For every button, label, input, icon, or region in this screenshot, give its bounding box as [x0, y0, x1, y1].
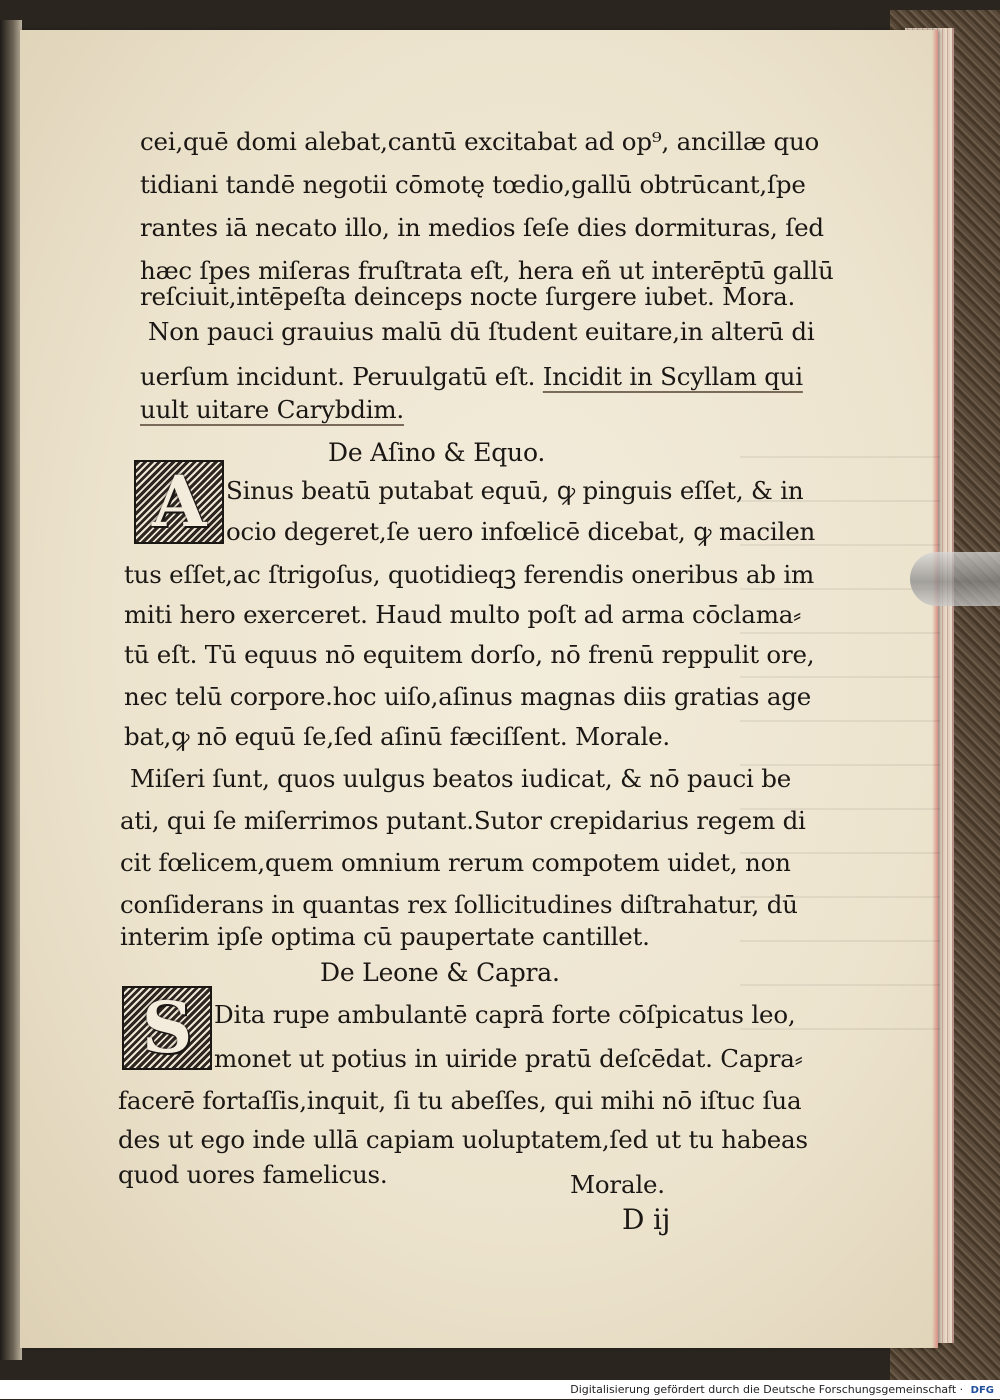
dfg-logo: DFG [970, 1385, 994, 1396]
text-line: cei,quē domi alebat,cantū excitabat ad op⁹, ancillæ quo [140, 127, 820, 156]
initial-letter: S [141, 986, 193, 1069]
text-line: Sinus beatū putabat equū, ꝙ pinguis eſſet, & in [226, 476, 804, 505]
signature-mark: D ij [622, 1203, 671, 1236]
text-line: Morale. [570, 1170, 665, 1199]
text-line: Non pauci grauius malū dū ſtudent euitare,in alterū di [148, 317, 815, 346]
text-line: quod uores famelicus. [118, 1160, 388, 1189]
text-line: Dita rupe ambulantē caprā forte cōſpicatus leo, [214, 1000, 796, 1029]
text-line: des ut ego inde ullā capiam uoluptatem,ſed ut tu habeas [118, 1125, 808, 1154]
decorated-initial-s [122, 986, 212, 1070]
text-line: hæc ſpes miſeras fruſtrata eſt, hera eñ ut interēptū gallū [140, 256, 834, 285]
text-line: nec telū corpore.hoc uiſo,aſinus magnas diis gratias age [124, 682, 812, 711]
text-line: monet ut potius in uiride pratū deſcēdat. Capra⸗ [214, 1044, 803, 1073]
text-line: uult uitare Carybdim. [140, 395, 405, 424]
text-line: interim ipſe optima cū paupertate cantillet. [120, 922, 650, 951]
underlined-phrase: Incidit in Scyllam qui [542, 362, 803, 391]
decorated-initial-a [134, 460, 224, 544]
text-line: rantes iā necato illo, in medios ſeſe dies dormituras, ſed [140, 213, 824, 242]
text-line [140, 362, 803, 392]
text-line: tidiani tandē negotii cōmotę tœdio,gallū obtrūcant,ſpe [140, 170, 806, 199]
text-line: cit fœlicem,quem omnium rerum compotem uidet, non [120, 848, 791, 877]
text-line: tū eſt. Tū equus nō equitem dorſo, nō frenū reppulit ore, [124, 640, 815, 669]
digitization-footer: Digitalisierung gefördert durch die Deutsche Forschungsgemeinschaft · DFG [0, 1380, 1000, 1399]
text-line: Miſeri ſunt, quos uulgus beatos iudicat, & nō pauci be [130, 764, 792, 793]
text-line: conſiderans in quantas rex ſollicitudines diſtrahatur, dū [120, 890, 798, 919]
text-line: reſciuit,intēpeſta deinceps nocte ſurgere iubet. Mora. [140, 282, 796, 311]
footer-text: Digitalisierung gefördert durch die Deutsche Forschungsgemeinschaft [570, 1383, 957, 1396]
fable-heading: De Leone & Capra. [320, 958, 560, 987]
text-line: facerē fortaſſis,inquit, ſi tu abeſſes, qui mihi nō iſtuc ſua [118, 1086, 802, 1115]
initial-letter: A [151, 460, 207, 543]
text-line: tus eſſet,ac ſtrigoſus, quotidieqꝫ ferendis oneribus ab im [124, 560, 815, 589]
text-line: ati, qui ſe miſerrimos putant.Sutor crepidarius regem di [120, 806, 806, 835]
text-run: uerſum incidunt. Peruulgatū eſt. [140, 362, 536, 391]
text-line: ocio degeret,ſe uero infœlicē dicebat, ꝙ macilen [226, 517, 816, 546]
fable-heading: De Aſino & Equo. [328, 438, 546, 467]
text-line: bat,ꝙ nō equū ſe,ſed aſinū fæciſſent. Morale. [124, 722, 670, 751]
text-line: miti hero exerceret. Haud multo poſt ad arma cōclama⸗ [124, 600, 802, 629]
